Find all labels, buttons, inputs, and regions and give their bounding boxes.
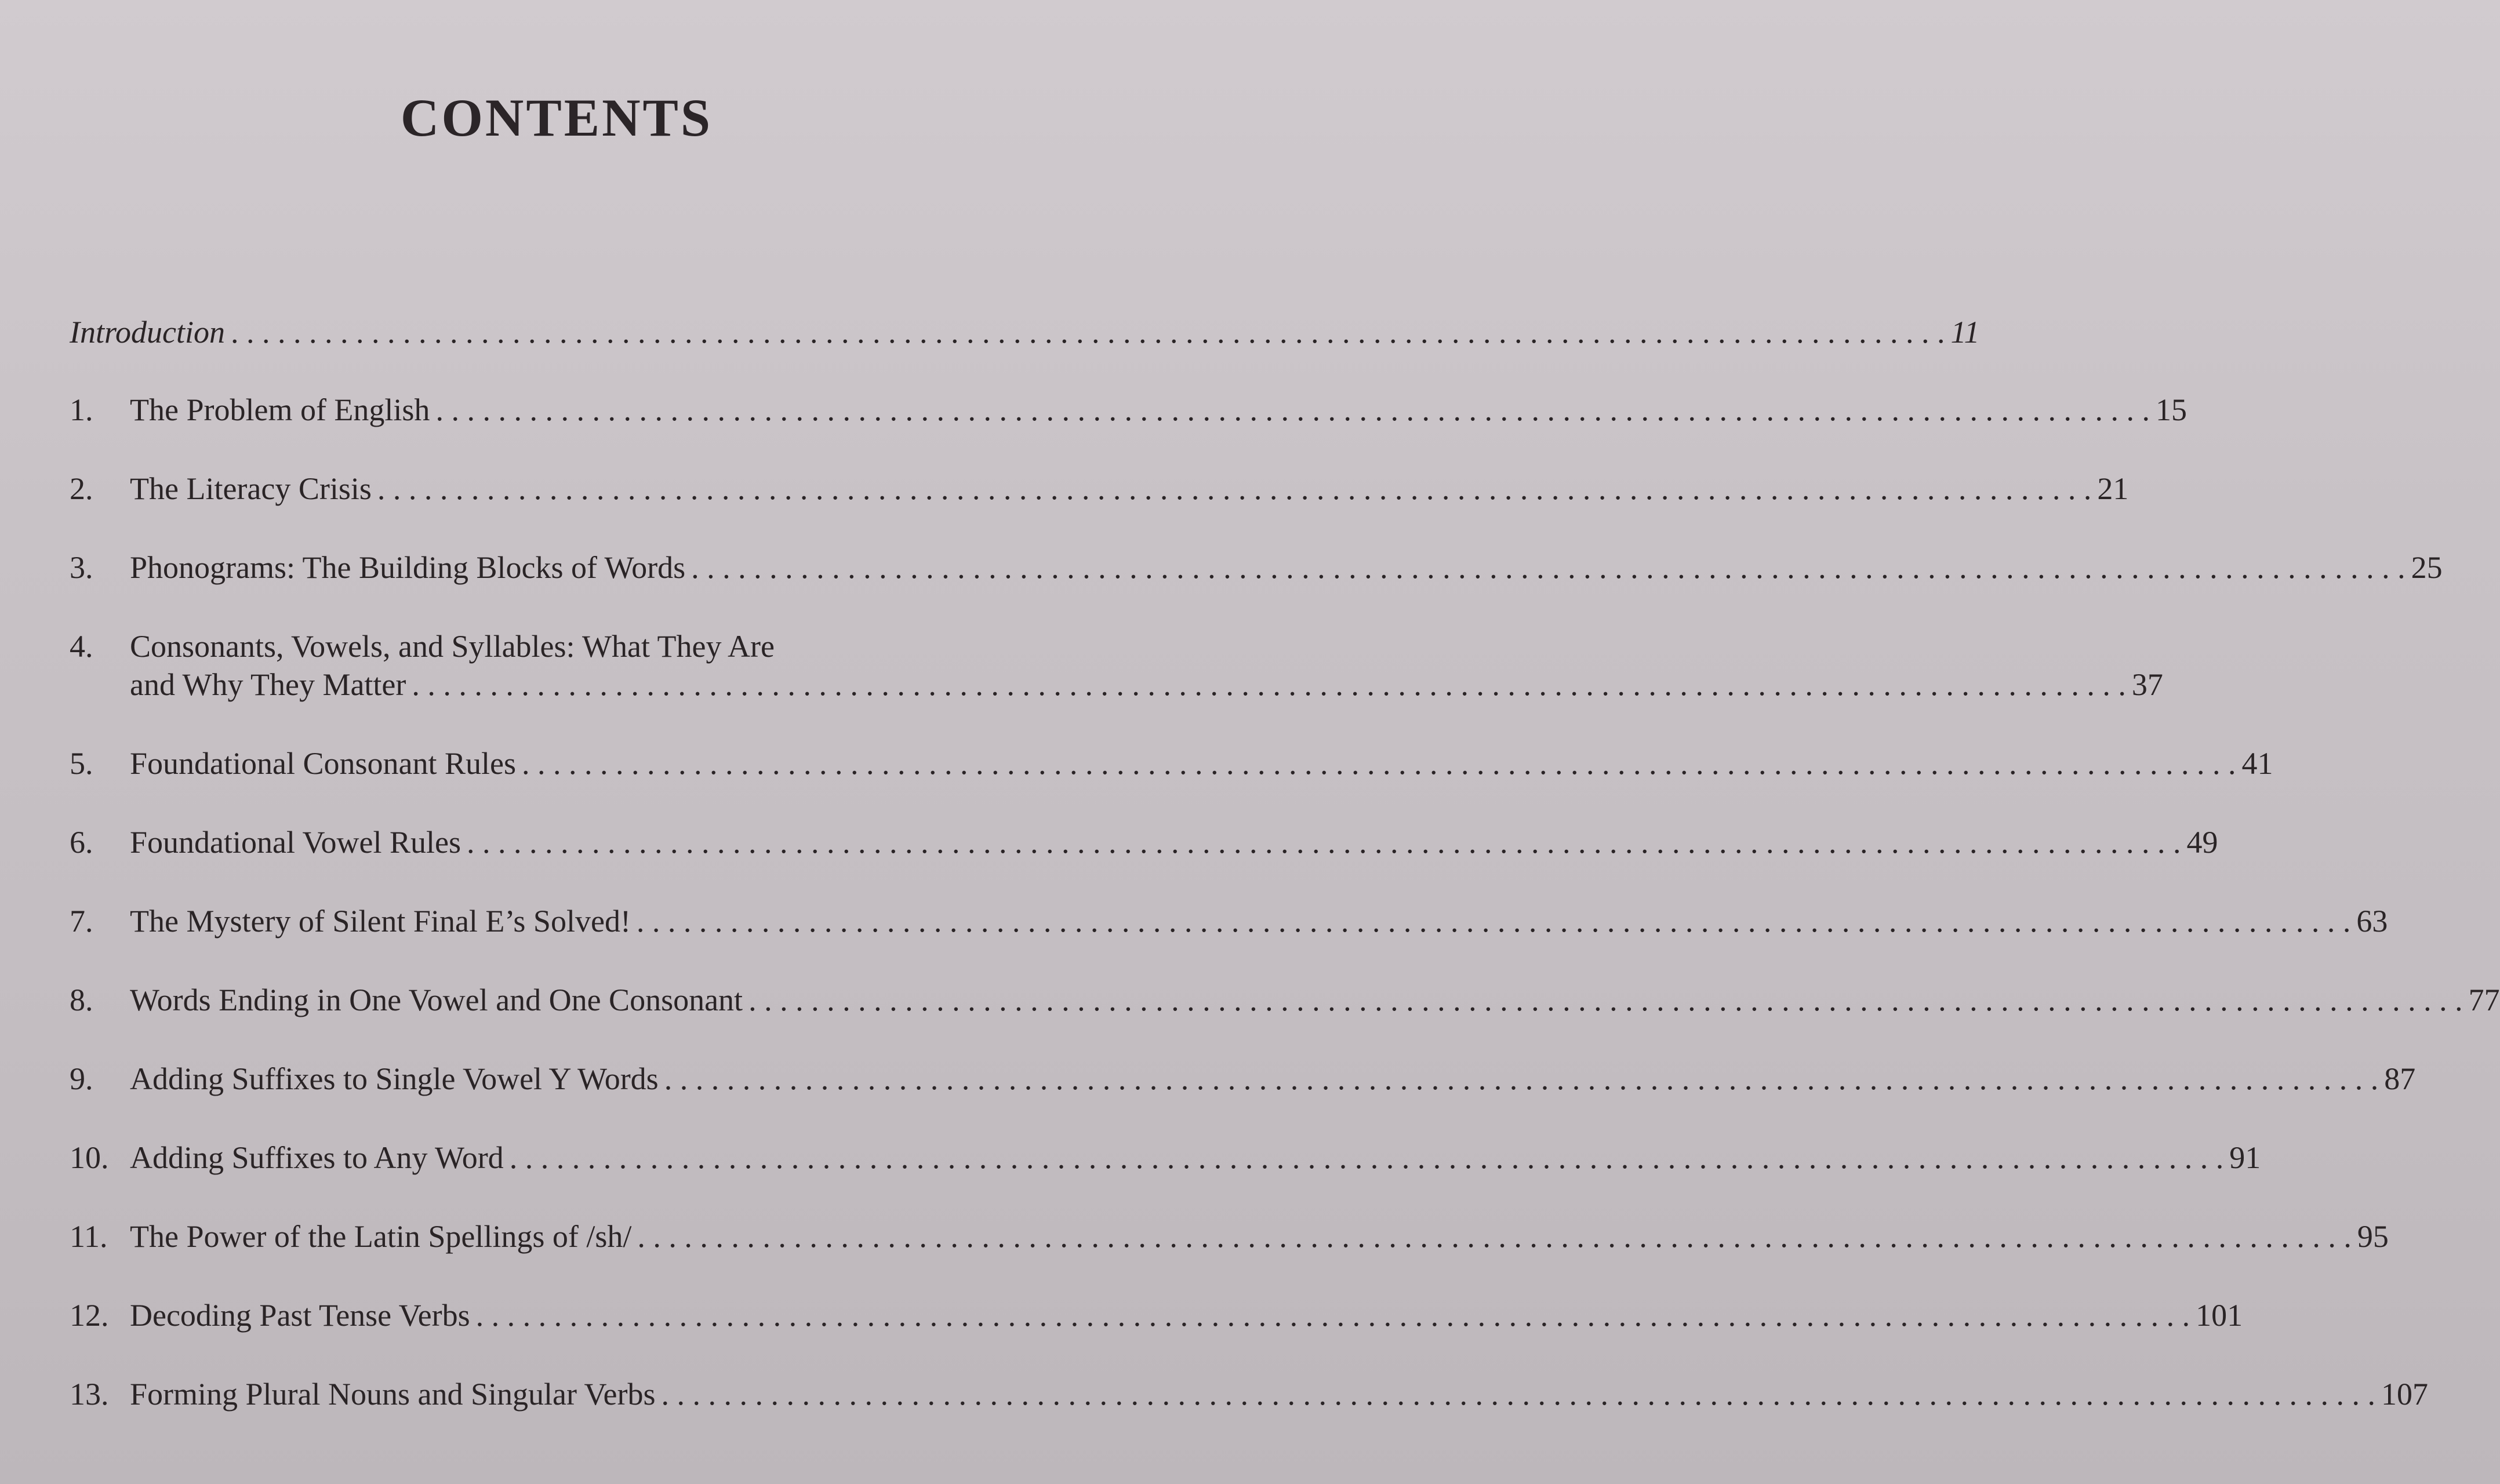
leader-dots	[522, 744, 2236, 783]
toc-entry-page: 11	[1950, 315, 1980, 350]
toc-entry-number: 6.	[70, 825, 93, 860]
toc-entry-11	[70, 1217, 2389, 1256]
toc-entry-title: Decoding Past Tense Verbs	[130, 1298, 470, 1333]
toc-entry-page: 21	[2097, 471, 2129, 506]
leader-dots	[748, 981, 2463, 1019]
leader-dots	[691, 548, 2405, 587]
toc-entry-title: Words Ending in One Vowel and One Consonant	[130, 983, 743, 1017]
toc-entry-title: Phonograms: The Building Blocks of Words	[130, 550, 686, 585]
toc-entry-3	[70, 548, 2443, 587]
leader-dots	[637, 1217, 2352, 1256]
toc-entry-number: 11.	[70, 1219, 108, 1254]
toc-entry-page: 63	[2356, 904, 2388, 939]
leader-dots	[661, 1375, 2375, 1413]
toc-entry-number: 1.	[70, 392, 93, 427]
table-of-contents	[70, 313, 2500, 1454]
toc-entry-number: 9.	[70, 1061, 93, 1096]
toc-entry-number: 12.	[70, 1298, 109, 1333]
toc-entry-title: The Mystery of Silent Final E’s Solved!	[130, 904, 631, 939]
toc-entry-13	[70, 1375, 2428, 1413]
toc-entry-title: The Problem of English	[130, 392, 430, 427]
toc-entry-page: 95	[2357, 1219, 2389, 1254]
toc-entry-page: 77	[2468, 983, 2500, 1017]
toc-entry-number: 10.	[70, 1140, 109, 1175]
toc-entry-number: 3.	[70, 550, 93, 585]
toc-entry-page: 87	[2384, 1061, 2416, 1096]
toc-entry-5	[70, 744, 2273, 783]
toc-entry-7	[70, 902, 2388, 940]
toc-entry-title-line1: Consonants, Vowels, and Syllables: What They Are	[130, 629, 775, 664]
contents-heading: CONTENTS	[400, 88, 713, 147]
toc-entry-2	[70, 470, 2129, 508]
toc-entry-12	[70, 1296, 2243, 1334]
toc-entry-page: 25	[2411, 550, 2443, 585]
toc-entry-page: 107	[2381, 1377, 2428, 1412]
toc-entry-1	[70, 391, 2187, 429]
leader-dots	[664, 1060, 2379, 1098]
toc-entry-page: 37	[2131, 667, 2163, 702]
leader-dots	[467, 823, 2181, 861]
toc-entry-title: The Power of the Latin Spellings of /sh/	[130, 1219, 632, 1254]
toc-entry-number: 4.	[70, 629, 93, 664]
leader-dots	[231, 313, 1945, 351]
toc-entry-page: 41	[2241, 746, 2273, 781]
toc-entry-number: 5.	[70, 746, 93, 781]
leader-dots	[476, 1296, 2190, 1334]
toc-entry-page: 15	[2155, 392, 2187, 427]
toc-entry-8	[70, 981, 2500, 1019]
toc-entry-page: 49	[2186, 825, 2218, 860]
toc-entry-title: Foundational Consonant Rules	[130, 746, 516, 781]
leader-dots	[412, 665, 2126, 704]
toc-entry-title: Adding Suffixes to Any Word	[130, 1140, 504, 1175]
leader-dots	[435, 391, 2150, 429]
leader-dots	[637, 902, 2351, 940]
toc-entry-title: Introduction	[70, 315, 225, 350]
toc-entry-page: 101	[2196, 1298, 2243, 1333]
toc-entry-page: 91	[2229, 1140, 2261, 1175]
leader-dots	[377, 470, 2092, 508]
toc-entry-number: 8.	[70, 983, 93, 1017]
toc-entry-introduction	[70, 313, 1980, 351]
toc-entry-6	[70, 823, 2218, 861]
toc-entry-number: 13.	[70, 1377, 109, 1412]
toc-entry-title: Forming Plural Nouns and Singular Verbs	[130, 1377, 656, 1412]
toc-entry-9	[70, 1060, 2416, 1098]
toc-entry-10	[70, 1139, 2261, 1177]
toc-entry-title: Foundational Vowel Rules	[130, 825, 462, 860]
toc-entry-number: 7.	[70, 904, 93, 939]
leader-dots	[510, 1139, 2224, 1177]
toc-entry-title: The Literacy Crisis	[130, 471, 372, 506]
toc-entry-4	[70, 627, 2163, 704]
toc-entry-title-line2: and Why They Matter	[130, 667, 406, 702]
toc-entry-number: 2.	[70, 471, 93, 506]
toc-entry-title: Adding Suffixes to Single Vowel Y Words	[130, 1061, 659, 1096]
